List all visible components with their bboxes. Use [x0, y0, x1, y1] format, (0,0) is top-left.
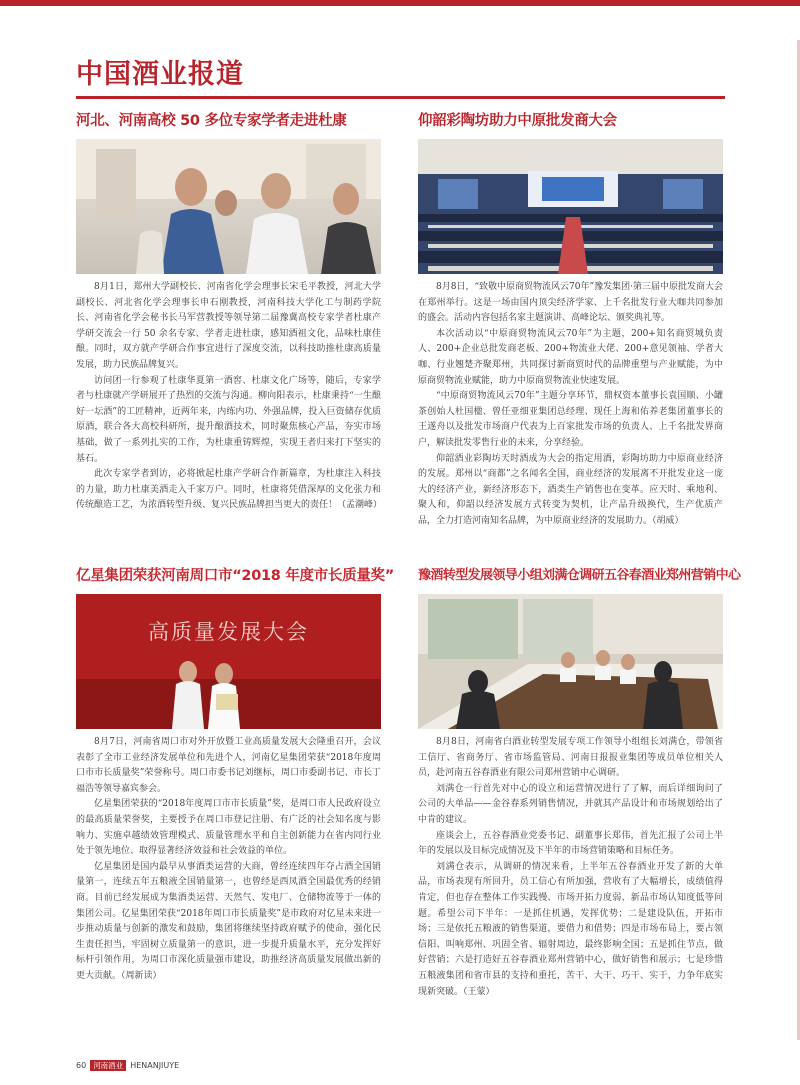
article-paragraph: 本次活动以“中原商贸物流风云70年”为主题，200+知名商贸城负责人、200+企业总批发商老板、200+物流业大佬、200+意见领袖、学者大咖、行业翘楚齐聚郑州，共同探讨新商贸时代的品牌重塑与产业赋能，为中原商贸物流业赋能，助力中原商贸物流业快速发展。 [418, 328, 723, 386]
article-photo [76, 139, 381, 274]
article-paragraph: 8月7日，河南省周口市对外开放暨工业高质量发展大会隆重召开，会议表彰了全市工业经济发展单位和先进个人，河南亿星集团荣获“2018年度周口市市长质量奖”荣誉称号。周口市委书记刘继标，周口市委副书记、市长丁福浩等领导嘉宾参会。 [76, 737, 381, 794]
article-paragraph: 刘满仓表示，从调研的情况来看，上半年五谷春酒业开发了新的大单品，市场表现有所回升，员工信心有所加强，营收有了大幅增长，成绩值得肯定，但也存在整体工作实践慢、市场开拓力度弱、新品市场认知度低等问题。希望公司下半年：一是抓住机遇，发挥优势；二是建设队伍，开拓市场；三是依托五粮液的销售渠道，要借力和借势；四是市场布局上，要占领信阳、叫响郑州、巩固全省、辐射周边，最终影响全国；五是抓住节点，做好营销；六是打造好五谷春酒业郑州营销中心，做好销售和展示；七是珍惜五粮液集团和省市县的支持和重托，苦干、大干、巧干、实干，力争年底实现新突破。（王蒙） [418, 861, 723, 997]
article-photo [418, 139, 723, 274]
section-rule [76, 96, 725, 99]
article-body [76, 280, 381, 514]
section-title: 中国酒业报道 [76, 59, 244, 90]
article-body [418, 280, 723, 530]
article-paragraph: 仰韶酒业彩陶坊天时酒成为大会的指定用酒，彩陶坊助力中原商业经济的发展。郑州以“商都”之名闻名全国，商业经济的发展离不开批发业这一庞大的经济产业，新经济形态下，酒类生产销售也在变革。应天时、乘地利、聚人和，仰韶以经济发展方式转变为契机，让产品升级换代，生产优质产品，全力打造河南知名品牌，为中原商业经济的发展助力。（胡威） [418, 453, 723, 526]
article-paragraph: 亿星集团荣获的“2018年度周口市市长质量”奖，是周口市人民政府设立的最高质量荣誉奖，主要授予在周口市登记注册、有广泛的社会知名度与影响力、实施卓越绩效管理模式、质量管理水平和自主创新能力在省内同行业处于领先地位、取得显著经济效益和社会效益的单位。 [76, 799, 381, 857]
article-photo [418, 594, 723, 729]
photo-dukang-visit [76, 139, 381, 274]
page-footer [76, 1060, 179, 1071]
photo-conference-hall [418, 139, 723, 274]
article-paragraph: 此次专家学者到访，必将掀起杜康产学研合作新篇章，为杜康注入科技的力量，助力杜康美酒走入千家万户。同时，杜康将凭借深厚的文化张力和传统酿造工艺，为浓酒转型升级、复兴民族品牌担当更大的责任！（孟潮峰） [76, 469, 383, 511]
article-paragraph: 8月1日，郑州大学副校长、河南省化学会理事长宋毛平教授，河北大学副校长、河北省化学会理事长申石刚教授，河南科技大学化工与制药学院长、河南省化学会秘书长马军营教授等领导第二届豫冀高校专家学者杜康产学研交流会一行 50 余名专家、学者走进杜康，感知酒祖文化，品味杜康佳酿。同时，双方就产学研合作事宜进行了深度交流，以科技助推杜康高质量发展，助力民族品牌复兴。 [76, 282, 381, 370]
photo-award-ceremony [76, 594, 381, 729]
article-dukang [76, 111, 381, 514]
article-paragraph: 座谈会上，五谷春酒业党委书记、副董事长郑伟，首先汇报了公司上半年的发展以及目标完成情况及下半年的市场营销策略和目标任务。 [418, 830, 723, 857]
article-title: 河北、河南高校 50 多位专家学者走进杜康 [76, 113, 347, 129]
magazine-name-en: HENANJIUYE [130, 1061, 180, 1070]
article-paragraph: 访问团一行参观了杜康华夏第一酒窖、杜康文化广场等，随后，专家学者与杜康就产学研展开了热烈的交流与沟通。柳向阳表示，杜康秉持“一生酿好一坛酒”的工匠精神，近两年来，内练内功、外强品牌，投入巨资储存优质原酒，联合各大高校科研所，提升酿酒技术，同时聚焦核心产品，夯实市场基础，做了一系列扎实的工作，为杜康重铸辉煌，实现王者归来打下坚实的基石。 [76, 375, 381, 464]
article-paragraph: 8月8日，“致敬中原商贸物流风云70年”豫发集团·第三届中原批发商大会在郑州举行。这是一场由国内顶尖经济学家、上千名批发行业大咖共同参加的盛会。活动内容包括名家主题演讲、高峰论坛、颁奖典礼等。 [418, 282, 723, 324]
article-title: 豫酒转型发展领导小组刘满仓调研五谷春酒业郑州营销中心 [418, 568, 741, 583]
article-photo [76, 594, 381, 729]
article-body [418, 735, 723, 1000]
article-paragraph: 亿星集团是国内最早从事酒类运营的大商，曾经连续四年夺占酒全国销量第一，连续五年五粮液全国销量第一，也曾经是西凤酒全国最优秀的经销商。目前已经发展成为集酒类运营、天然气、发电厂、仓储物流等于一体的集团公司。亿星集团荣获“2018年周口市长质量奖”是市政府对亿星未来进一步推动质量与创新的激发和鼓励，集团将继续坚持政府赋予的使命，强化民生责任担当，牢固树立质量第一的意识，进一步提升质量水平，充分发挥好标杆引领作用，为周口市深化质量强市建设，助推经济高质量发展做出新的更大贡献。（周新读） [76, 861, 381, 981]
article-paragraph: “中原商贸物流风云70年”主题分享环节，鼎权资本董事长袁国顺、小罐茶创始人杜国楹、曾任亚细亚集团总经理、现任上海和佑养老集团董事长的王遂舟以及批发市场商户代表为上百家批发市场的负责人、上千名批发界商户，解读批发零售行业的未来，分享经验。 [418, 391, 723, 448]
article-title: 亿星集团荣获河南周口市“2018 年度市长质量奖” [76, 568, 394, 584]
article-paragraph: 刘满仓一行首先对中心的设立和运营情况进行了了解，而后详细询问了公司的大单品——金谷春系列销售情况，并就其产品设计和市场规划给出了中肯的建议。 [418, 783, 723, 825]
article-yangshao [418, 111, 723, 530]
page-number: 60 [76, 1061, 87, 1070]
article-body [76, 735, 381, 985]
photo-banner-text: 高质量发展大会 [148, 620, 309, 644]
top-bar [0, 0, 800, 6]
article-title: 仰韶彩陶坊助力中原批发商大会 [418, 113, 617, 129]
article-paragraph: 8月8日，河南省白酒业转型发展专项工作领导小组组长刘满仓，带领省工信厅、省商务厅、省市场监管局、河南日报报业集团等成员单位相关人员，赴河南五谷春酒业有限公司郑州营销中心调研。 [418, 737, 723, 779]
article-yixing [76, 566, 394, 985]
photo-meeting-room [418, 594, 723, 729]
magazine-badge: 河南酒业 [90, 1060, 126, 1071]
article-wuguchun [418, 566, 741, 1000]
